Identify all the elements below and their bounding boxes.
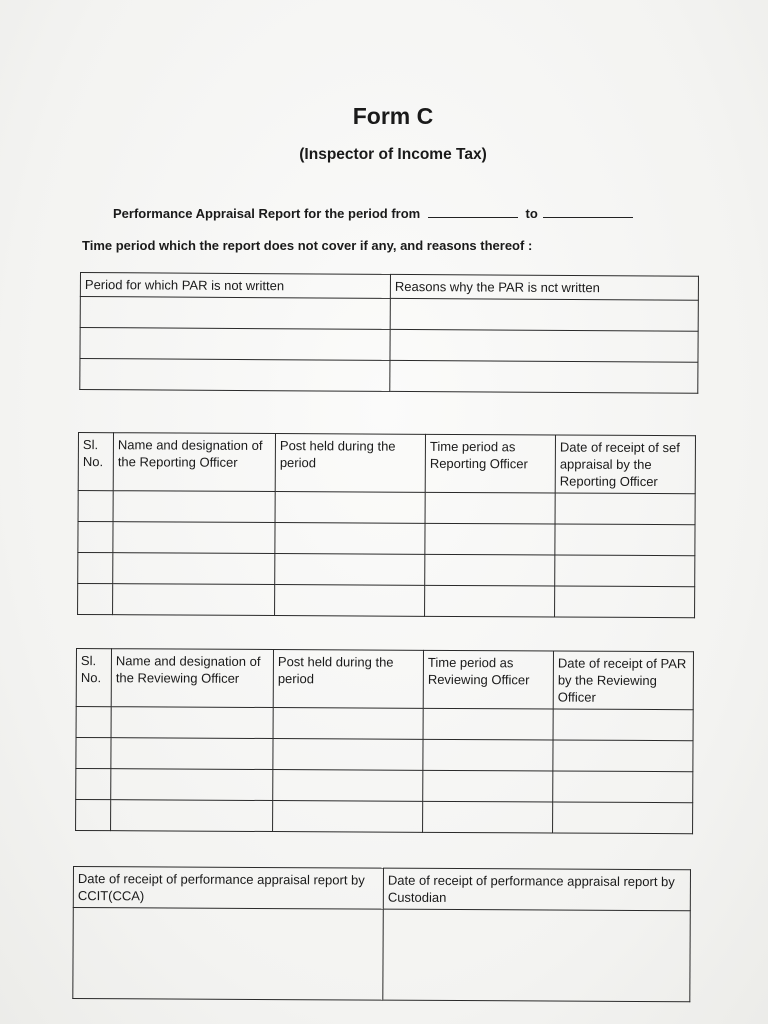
table-cell[interactable] bbox=[553, 802, 693, 834]
reporting-officer-table bbox=[77, 432, 696, 618]
header-post-held: Post held during the period bbox=[275, 434, 425, 493]
table-cell[interactable] bbox=[76, 800, 111, 831]
header-sl-no: Sl. No. bbox=[76, 649, 111, 707]
header-time-period-reviewing: Time period as Reviewing Officer bbox=[423, 650, 553, 709]
table-row bbox=[80, 328, 698, 363]
table-cell[interactable] bbox=[113, 584, 275, 616]
table-cell[interactable] bbox=[555, 524, 695, 556]
table-cell[interactable] bbox=[553, 740, 693, 772]
table-cell[interactable] bbox=[111, 769, 273, 801]
header-receipt-custodian: Date of receipt of performance appraisal report by Custodian bbox=[383, 868, 690, 911]
table-cell[interactable] bbox=[273, 770, 423, 802]
table-cell[interactable] bbox=[423, 770, 553, 802]
table-cell[interactable] bbox=[275, 554, 425, 586]
table-cell[interactable] bbox=[78, 553, 113, 584]
table-row bbox=[76, 738, 693, 772]
table-cell[interactable] bbox=[80, 359, 390, 392]
table-cell[interactable] bbox=[555, 586, 695, 618]
table-cell[interactable] bbox=[78, 491, 113, 522]
table-cell[interactable] bbox=[80, 328, 390, 361]
table-row bbox=[78, 584, 695, 618]
table-cell[interactable] bbox=[425, 492, 555, 524]
par-not-written-table bbox=[79, 272, 699, 394]
table-row bbox=[80, 297, 698, 332]
table-cell[interactable] bbox=[76, 707, 111, 738]
table-row bbox=[73, 908, 690, 1002]
table-cell[interactable] bbox=[273, 801, 423, 833]
table-cell[interactable] bbox=[555, 555, 695, 587]
table-cell[interactable] bbox=[113, 522, 275, 554]
table-cell[interactable] bbox=[113, 553, 275, 585]
table-cell[interactable] bbox=[553, 709, 693, 741]
table-cell[interactable] bbox=[425, 585, 555, 617]
table-cell[interactable] bbox=[76, 738, 111, 769]
table-cell[interactable] bbox=[111, 707, 273, 739]
table-cell[interactable] bbox=[76, 769, 111, 800]
receipt-dates-table bbox=[72, 866, 691, 1002]
table-cell[interactable] bbox=[113, 491, 275, 523]
period-to-field[interactable] bbox=[543, 205, 633, 218]
table-cell[interactable] bbox=[553, 771, 693, 803]
table-cell[interactable] bbox=[423, 708, 553, 740]
table-cell[interactable] bbox=[423, 801, 553, 833]
table-row bbox=[78, 491, 695, 525]
table-cell[interactable] bbox=[273, 739, 423, 771]
table-cell[interactable] bbox=[555, 493, 695, 525]
table-header-row bbox=[73, 867, 690, 911]
table-row bbox=[80, 359, 698, 394]
header-sl-no: Sl. No. bbox=[78, 433, 113, 491]
table-cell[interactable] bbox=[80, 297, 390, 330]
table-header-row bbox=[76, 649, 693, 710]
table-row bbox=[78, 522, 695, 556]
table-cell[interactable] bbox=[423, 739, 553, 771]
header-time-period-reporting: Time period as Reporting Officer bbox=[425, 434, 555, 493]
table-cell[interactable] bbox=[390, 298, 698, 331]
table-row bbox=[76, 707, 693, 741]
not-covered-period-label: Time period which the report does not cover if any, and reasons thereof : bbox=[82, 238, 533, 253]
table-header-row bbox=[78, 433, 695, 494]
table-cell[interactable] bbox=[390, 329, 698, 362]
header-reasons-not-written: Reasons why the PAR is nct written bbox=[390, 274, 698, 300]
table-cell[interactable] bbox=[111, 800, 273, 832]
header-receipt-ccit: Date of receipt of performance appraisal report by CCIT(CCA) bbox=[73, 867, 383, 910]
header-date-par-receipt: Date of receipt of PAR by the Reviewing Officer bbox=[553, 651, 693, 710]
table-cell[interactable] bbox=[111, 738, 273, 770]
header-period-not-written: Period for which PAR is not written bbox=[80, 273, 390, 299]
table-row bbox=[76, 800, 693, 834]
table-cell[interactable] bbox=[275, 492, 425, 524]
table-cell[interactable] bbox=[78, 584, 113, 615]
reviewing-officer-table bbox=[75, 648, 694, 834]
table-cell[interactable] bbox=[425, 523, 555, 555]
form-title: Form C bbox=[352, 103, 434, 129]
table-row bbox=[78, 553, 695, 587]
table-cell[interactable] bbox=[425, 554, 555, 586]
header-post-held: Post held during the period bbox=[273, 650, 423, 709]
table-cell[interactable] bbox=[273, 708, 423, 740]
header-date-self-appraisal: Date of receipt of sef appraisal by the Reporting Officer bbox=[555, 435, 695, 494]
period-from-field[interactable] bbox=[428, 205, 518, 218]
table-cell[interactable] bbox=[390, 360, 698, 393]
header-reporting-officer-name: Name and designation of the Reporting Officer bbox=[113, 433, 275, 492]
form-subtitle: (Inspector of Income Tax) bbox=[299, 146, 487, 163]
table-row bbox=[76, 769, 693, 803]
table-cell[interactable] bbox=[73, 908, 383, 1001]
table-cell[interactable] bbox=[78, 522, 113, 553]
report-period-line bbox=[113, 205, 637, 221]
period-to-label: to bbox=[525, 206, 538, 221]
table-cell[interactable] bbox=[383, 909, 690, 1002]
period-prefix: Performance Appraisal Report for the period from bbox=[113, 206, 421, 221]
table-cell[interactable] bbox=[275, 523, 425, 555]
header-reviewing-officer-name: Name and designation of the Reviewing Officer bbox=[111, 649, 273, 708]
table-cell[interactable] bbox=[275, 585, 425, 617]
